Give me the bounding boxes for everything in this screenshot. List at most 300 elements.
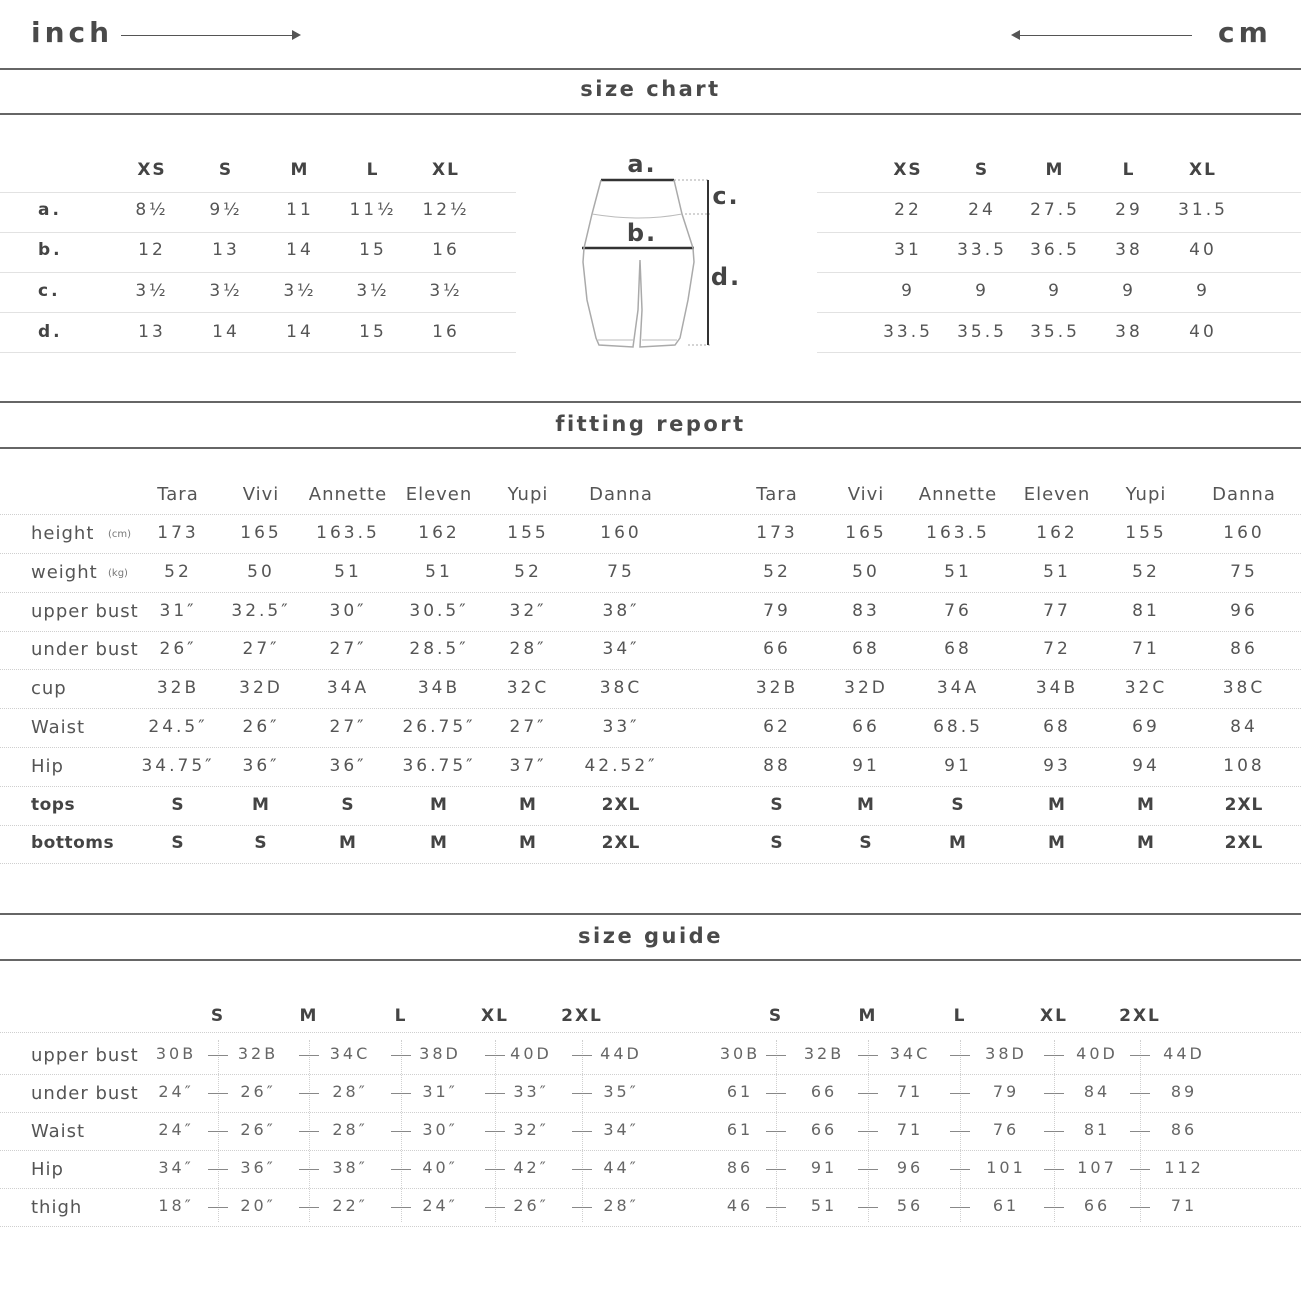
- table-cell: 36″: [240, 1158, 276, 1177]
- table-cell: 101: [986, 1158, 1026, 1177]
- table-cell: 15: [359, 240, 387, 260]
- table-cell: 61: [726, 1120, 754, 1139]
- fitting-row-label: cup: [31, 678, 67, 700]
- table-cell: 14: [286, 322, 314, 342]
- table-cell: 20″: [240, 1196, 276, 1215]
- table-cell: 22: [894, 200, 922, 220]
- table-cell: 9: [1122, 281, 1136, 301]
- measure-label: b.: [38, 240, 63, 260]
- range-dash: [1130, 1055, 1150, 1056]
- table-cell: 32D: [239, 678, 283, 699]
- model-name: Vivi: [847, 484, 885, 505]
- table-cell: 24″: [158, 1120, 194, 1139]
- section-rule: [0, 959, 1301, 961]
- table-cell: 108: [1223, 755, 1265, 776]
- size-header: M: [290, 160, 310, 180]
- table-cell: M: [1137, 794, 1155, 815]
- table-cell: S: [171, 833, 185, 854]
- row-divider: [0, 708, 1301, 709]
- cm-unit-label: cm: [1218, 16, 1272, 49]
- table-cell: 38: [1115, 240, 1143, 260]
- table-cell: 32B: [156, 678, 200, 699]
- table-cell: 36.5: [1030, 240, 1080, 260]
- range-dash: [299, 1131, 319, 1132]
- table-cell: 40″: [422, 1158, 458, 1177]
- measure-label: c.: [38, 281, 61, 301]
- table-cell: M: [1048, 794, 1066, 815]
- range-dash: [391, 1169, 411, 1170]
- inch-unit-label: inch: [31, 16, 114, 49]
- table-cell: 96: [1230, 600, 1258, 621]
- table-cell: 83: [852, 600, 880, 621]
- table-cell: 61: [992, 1196, 1020, 1215]
- range-dash: [485, 1207, 505, 1208]
- range-dash: [391, 1055, 411, 1056]
- range-dash: [208, 1169, 228, 1170]
- range-dash: [391, 1131, 411, 1132]
- size-header: L: [394, 1006, 408, 1026]
- row-divider: [0, 514, 1301, 515]
- range-dash: [1044, 1131, 1064, 1132]
- table-cell: 30B: [719, 1044, 761, 1063]
- table-cell: 66: [1083, 1196, 1111, 1215]
- fitting-row-label: under bust: [31, 639, 139, 661]
- range-dash: [299, 1207, 319, 1208]
- table-cell: 28″: [332, 1082, 368, 1101]
- size-header: S: [768, 1006, 784, 1026]
- table-cell: 11: [286, 200, 314, 220]
- range-dash: [1044, 1055, 1064, 1056]
- table-cell: 68.5: [933, 717, 983, 737]
- table-cell: 14: [212, 322, 240, 342]
- table-cell: M: [519, 794, 537, 815]
- range-dash: [299, 1093, 319, 1094]
- table-cell: 36.75″: [402, 755, 476, 776]
- model-name: Danna: [589, 484, 653, 505]
- table-cell: 32.5″: [231, 600, 291, 621]
- range-dash: [766, 1093, 786, 1094]
- size-chart-title: size chart: [580, 77, 721, 101]
- guide-row-label: Waist: [31, 1121, 86, 1142]
- range-dash: [485, 1093, 505, 1094]
- table-cell: 28″: [509, 639, 547, 660]
- row-divider: [817, 192, 1301, 193]
- model-name: Yupi: [507, 484, 549, 505]
- table-cell: 155: [1125, 523, 1167, 543]
- table-cell: 51: [425, 561, 453, 582]
- table-cell: 9: [901, 281, 915, 301]
- table-cell: 9½: [209, 200, 243, 220]
- table-cell: 162: [418, 523, 460, 543]
- range-dash: [1044, 1093, 1064, 1094]
- table-cell: 44″: [603, 1158, 639, 1177]
- unit-note: (kg): [108, 567, 128, 579]
- range-dash: [858, 1131, 878, 1132]
- size-header: M: [1045, 160, 1065, 180]
- table-cell: 32″: [509, 600, 547, 621]
- table-cell: S: [770, 833, 784, 854]
- left-arrow-icon: [1011, 30, 1020, 40]
- table-cell: 86: [1170, 1120, 1198, 1139]
- table-cell: M: [857, 794, 875, 815]
- row-divider: [0, 272, 516, 273]
- table-cell: 68: [1043, 717, 1071, 737]
- row-divider: [0, 1112, 1301, 1113]
- table-cell: 34C: [889, 1044, 931, 1063]
- table-cell: 18″: [158, 1196, 194, 1215]
- table-cell: 81: [1132, 600, 1160, 621]
- size-header: 2XL: [1119, 1006, 1161, 1026]
- table-cell: 24″: [158, 1082, 194, 1101]
- table-cell: 40D: [510, 1044, 552, 1063]
- table-cell: 88: [763, 755, 791, 776]
- table-cell: 165: [240, 523, 282, 543]
- table-cell: 27.5: [1030, 200, 1080, 220]
- table-cell: 51: [810, 1196, 838, 1215]
- table-cell: 24: [968, 200, 996, 220]
- table-cell: 26″: [513, 1196, 549, 1215]
- table-cell: 162: [1036, 523, 1078, 543]
- range-dash: [572, 1169, 592, 1170]
- table-cell: S: [770, 794, 784, 815]
- table-cell: 66: [852, 717, 880, 737]
- range-dash: [766, 1207, 786, 1208]
- range-dash: [858, 1055, 878, 1056]
- table-cell: 28″: [603, 1196, 639, 1215]
- range-dash: [572, 1055, 592, 1056]
- table-cell: 71: [1170, 1196, 1198, 1215]
- table-cell: 50: [852, 561, 880, 582]
- table-cell: S: [859, 833, 873, 854]
- size-guide-title: size guide: [578, 924, 723, 948]
- table-cell: 66: [810, 1082, 838, 1101]
- range-dash: [950, 1207, 970, 1208]
- section-rule: [0, 113, 1301, 115]
- table-cell: 12: [138, 240, 166, 260]
- table-cell: 34A: [936, 678, 980, 699]
- table-cell: 38C: [599, 678, 643, 699]
- guide-row-label: under bust: [31, 1083, 139, 1104]
- table-cell: 26″: [240, 1082, 276, 1101]
- table-cell: 76: [944, 600, 972, 621]
- measure-label: a.: [38, 200, 62, 220]
- row-divider: [0, 669, 1301, 670]
- table-cell: M: [949, 833, 967, 854]
- row-divider: [0, 1032, 1301, 1033]
- table-cell: S: [341, 794, 355, 815]
- table-cell: 32D: [844, 678, 888, 699]
- row-divider: [0, 592, 1301, 593]
- row-divider: [0, 825, 1301, 826]
- range-dash: [1044, 1207, 1064, 1208]
- table-cell: 9: [975, 281, 989, 301]
- table-cell: 38: [1115, 322, 1143, 342]
- model-name: Vivi: [242, 484, 280, 505]
- table-cell: 40: [1189, 322, 1217, 342]
- table-cell: 160: [1223, 523, 1265, 543]
- table-cell: 13: [138, 322, 166, 342]
- table-cell: 42.52″: [584, 755, 658, 776]
- table-cell: 38″: [602, 600, 640, 621]
- table-cell: 9: [1196, 281, 1210, 301]
- table-cell: 22″: [332, 1196, 368, 1215]
- row-divider: [0, 786, 1301, 787]
- table-cell: M: [430, 794, 448, 815]
- section-rule: [0, 913, 1301, 915]
- table-cell: 75: [607, 561, 635, 582]
- table-cell: 160: [600, 523, 642, 543]
- row-divider: [817, 232, 1301, 233]
- table-cell: 51: [1043, 561, 1071, 582]
- table-cell: 51: [944, 561, 972, 582]
- fitting-row-label: upper bust: [31, 600, 139, 622]
- table-cell: 33″: [602, 717, 640, 737]
- diagram-label-c: c.: [712, 182, 740, 210]
- table-cell: 32B: [755, 678, 799, 699]
- table-cell: 71: [896, 1082, 924, 1101]
- table-cell: 34″: [603, 1120, 639, 1139]
- table-cell: 29: [1115, 200, 1143, 220]
- diagram-label-a: a.: [627, 150, 657, 178]
- table-cell: 91: [810, 1158, 838, 1177]
- range-dash: [391, 1093, 411, 1094]
- right-arrow-line: [121, 35, 293, 36]
- range-dash: [1130, 1131, 1150, 1132]
- model-name: Annette: [918, 484, 998, 505]
- table-cell: 31″: [159, 600, 197, 621]
- table-cell: M: [339, 833, 357, 854]
- row-divider: [817, 312, 1301, 313]
- table-cell: 32″: [513, 1120, 549, 1139]
- table-cell: 34A: [326, 678, 370, 699]
- model-name: Annette: [308, 484, 388, 505]
- size-header: M: [858, 1006, 878, 1026]
- table-cell: 34″: [158, 1158, 194, 1177]
- table-cell: S: [951, 794, 965, 815]
- range-dash: [950, 1169, 970, 1170]
- table-cell: 72: [1043, 639, 1071, 660]
- table-cell: 155: [507, 523, 549, 543]
- range-dash: [208, 1055, 228, 1056]
- range-dash: [950, 1093, 970, 1094]
- row-divider: [0, 192, 516, 193]
- table-cell: 51: [334, 561, 362, 582]
- table-cell: 27″: [329, 717, 367, 737]
- fitting-row-label: tops: [31, 794, 76, 815]
- model-name: Yupi: [1125, 484, 1167, 505]
- range-dash: [1044, 1169, 1064, 1170]
- size-header: XL: [432, 160, 460, 180]
- table-cell: 3½: [209, 281, 243, 301]
- table-cell: 3½: [283, 281, 317, 301]
- table-cell: 94: [1132, 755, 1160, 776]
- range-dash: [208, 1131, 228, 1132]
- model-name: Tara: [157, 484, 199, 505]
- table-cell: 24.5″: [148, 717, 208, 737]
- range-dash: [950, 1055, 970, 1056]
- size-header: XL: [481, 1006, 509, 1026]
- model-name: Eleven: [1023, 484, 1091, 505]
- table-cell: 26″: [242, 717, 280, 737]
- range-dash: [858, 1093, 878, 1094]
- size-header: XL: [1189, 160, 1217, 180]
- size-header: 2XL: [561, 1006, 603, 1026]
- row-divider: [0, 312, 516, 313]
- diagram-label-b: b.: [626, 219, 658, 247]
- range-dash: [766, 1131, 786, 1132]
- section-rule: [0, 68, 1301, 70]
- table-cell: 34.75″: [141, 755, 215, 776]
- section-rule: [0, 447, 1301, 449]
- fitting-row-label: weight: [31, 561, 98, 583]
- table-cell: S: [254, 833, 268, 854]
- range-dash: [299, 1169, 319, 1170]
- range-dash: [391, 1207, 411, 1208]
- table-cell: 86: [726, 1158, 754, 1177]
- row-divider: [0, 631, 1301, 632]
- measure-label: d.: [38, 322, 63, 342]
- size-header: S: [218, 160, 234, 180]
- range-dash: [485, 1131, 505, 1132]
- table-cell: 36″: [329, 755, 367, 776]
- table-cell: 79: [992, 1082, 1020, 1101]
- table-cell: 31: [894, 240, 922, 260]
- row-divider: [0, 1074, 1301, 1075]
- range-dash: [299, 1055, 319, 1056]
- table-cell: 34″: [602, 639, 640, 660]
- table-cell: 12½: [422, 200, 470, 220]
- table-cell: 3½: [429, 281, 463, 301]
- table-cell: 32B: [803, 1044, 845, 1063]
- row-divider: [0, 553, 1301, 554]
- table-cell: 76: [992, 1120, 1020, 1139]
- table-cell: M: [1048, 833, 1066, 854]
- table-cell: M: [252, 794, 270, 815]
- table-cell: 46: [726, 1196, 754, 1215]
- range-dash: [1130, 1093, 1150, 1094]
- table-cell: 3½: [356, 281, 390, 301]
- table-cell: 81: [1083, 1120, 1111, 1139]
- table-cell: M: [519, 833, 537, 854]
- row-divider: [0, 1226, 1301, 1227]
- table-cell: 71: [896, 1120, 924, 1139]
- table-cell: 31″: [422, 1082, 458, 1101]
- table-cell: 32C: [1124, 678, 1168, 699]
- range-dash: [572, 1207, 592, 1208]
- row-divider: [0, 1150, 1301, 1151]
- table-cell: 163.5: [316, 523, 380, 543]
- table-cell: 86: [1230, 639, 1258, 660]
- table-cell: 52: [164, 561, 192, 582]
- fitting-report-title: fitting report: [555, 412, 746, 436]
- row-divider: [0, 232, 516, 233]
- range-dash: [572, 1093, 592, 1094]
- unit-note: (cm): [108, 529, 132, 540]
- diagram-label-d: d.: [710, 263, 742, 291]
- size-header: S: [974, 160, 990, 180]
- table-cell: 11½: [349, 200, 397, 220]
- table-cell: 13: [212, 240, 240, 260]
- table-cell: 52: [514, 561, 542, 582]
- table-cell: 77: [1043, 600, 1071, 621]
- table-cell: 37″: [509, 755, 547, 776]
- table-cell: 31.5: [1178, 200, 1228, 220]
- table-cell: 107: [1077, 1158, 1117, 1177]
- row-divider: [0, 1188, 1301, 1189]
- table-cell: 165: [845, 523, 887, 543]
- row-divider: [0, 352, 516, 353]
- table-cell: 89: [1170, 1082, 1198, 1101]
- table-cell: 32B: [237, 1044, 279, 1063]
- table-cell: 27″: [509, 717, 547, 737]
- row-divider: [0, 747, 1301, 748]
- table-cell: M: [430, 833, 448, 854]
- table-cell: 33.5: [957, 240, 1007, 260]
- table-cell: 32C: [506, 678, 550, 699]
- table-cell: 173: [157, 523, 199, 543]
- table-cell: 36″: [242, 755, 280, 776]
- range-dash: [208, 1207, 228, 1208]
- table-cell: 2XL: [1224, 794, 1264, 815]
- range-dash: [485, 1055, 505, 1056]
- range-dash: [485, 1169, 505, 1170]
- table-cell: 26″: [240, 1120, 276, 1139]
- fitting-row-label: Waist: [31, 717, 86, 738]
- row-divider: [0, 863, 1301, 864]
- range-dash: [858, 1207, 878, 1208]
- table-cell: 27″: [242, 639, 280, 660]
- table-cell: 34B: [417, 678, 461, 699]
- table-cell: 30B: [155, 1044, 197, 1063]
- table-cell: 96: [896, 1158, 924, 1177]
- model-name: Eleven: [405, 484, 473, 505]
- row-divider: [817, 352, 1301, 353]
- table-cell: 24″: [422, 1196, 458, 1215]
- table-cell: 30″: [422, 1120, 458, 1139]
- table-cell: 75: [1230, 561, 1258, 582]
- table-cell: 71: [1132, 639, 1160, 660]
- range-dash: [950, 1131, 970, 1132]
- range-dash: [1130, 1169, 1150, 1170]
- table-cell: 16: [432, 322, 460, 342]
- table-cell: 28.5″: [409, 639, 469, 660]
- table-cell: 112: [1164, 1158, 1204, 1177]
- table-cell: 33.5: [883, 322, 933, 342]
- range-dash: [208, 1093, 228, 1094]
- table-cell: 91: [944, 755, 972, 776]
- size-header: XS: [137, 160, 167, 180]
- table-cell: 16: [432, 240, 460, 260]
- table-cell: 8½: [135, 200, 169, 220]
- table-cell: 52: [763, 561, 791, 582]
- table-cell: 50: [247, 561, 275, 582]
- table-cell: 38D: [985, 1044, 1027, 1063]
- table-cell: 38″: [332, 1158, 368, 1177]
- table-cell: 26.75″: [402, 717, 476, 737]
- table-cell: 93: [1043, 755, 1071, 776]
- table-cell: 38D: [419, 1044, 461, 1063]
- table-cell: M: [1137, 833, 1155, 854]
- table-cell: S: [171, 794, 185, 815]
- table-cell: 3½: [135, 281, 169, 301]
- table-cell: 35.5: [957, 322, 1007, 342]
- table-cell: 66: [763, 639, 791, 660]
- fitting-row-label: Hip: [31, 755, 64, 777]
- table-cell: 163.5: [926, 523, 990, 543]
- range-dash: [572, 1131, 592, 1132]
- guide-row-label: upper bust: [31, 1045, 139, 1066]
- table-cell: 2XL: [601, 833, 641, 854]
